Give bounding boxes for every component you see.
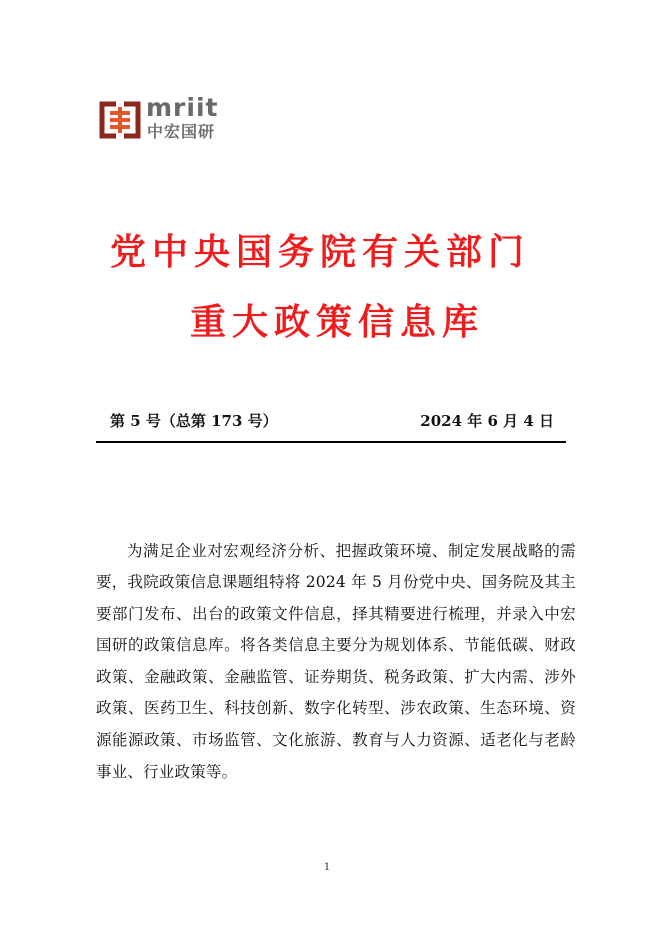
header-divider bbox=[96, 441, 566, 443]
logo-chinese-name: 中宏国研 bbox=[147, 122, 216, 141]
intro-paragraph: 为满足企业对宏观经济分析、把握政策环境、制定发展战略的需要，我院政策信息课题组特将 2024 年 5 月份党中央、国务院及其主要部门发布、出台的政策文件信息，择其精要进行梳理，并录入中宏国研的政策信息库。将各类信息主要分为规划体系、节能低碳、财政政策、金融政策、金融监管、证券期货、税务政策、扩大内需、涉外政策、医药卫生、科技创新、数字化转型、涉农政策、生态环境、资源能源政策、市场监管、文化旅游、教育与人力资源、适老化与老龄事业、行业政策等。 bbox=[96, 541, 576, 781]
page-number: 1 bbox=[323, 862, 331, 873]
logo-wordmark: mriit bbox=[146, 93, 219, 122]
issue-date: 2024 年 6 月 4 日 bbox=[420, 412, 554, 430]
document-title-line1: 党中央国务院有关部门 bbox=[110, 231, 531, 273]
issue-info-row bbox=[96, 410, 566, 434]
mriit-logo bbox=[98, 93, 228, 146]
document-title-line2: 重大政策信息库 bbox=[190, 301, 485, 343]
issue-number: 第 5 号（总第 173 号） bbox=[110, 412, 278, 430]
mriit-logo-icon bbox=[98, 98, 142, 142]
